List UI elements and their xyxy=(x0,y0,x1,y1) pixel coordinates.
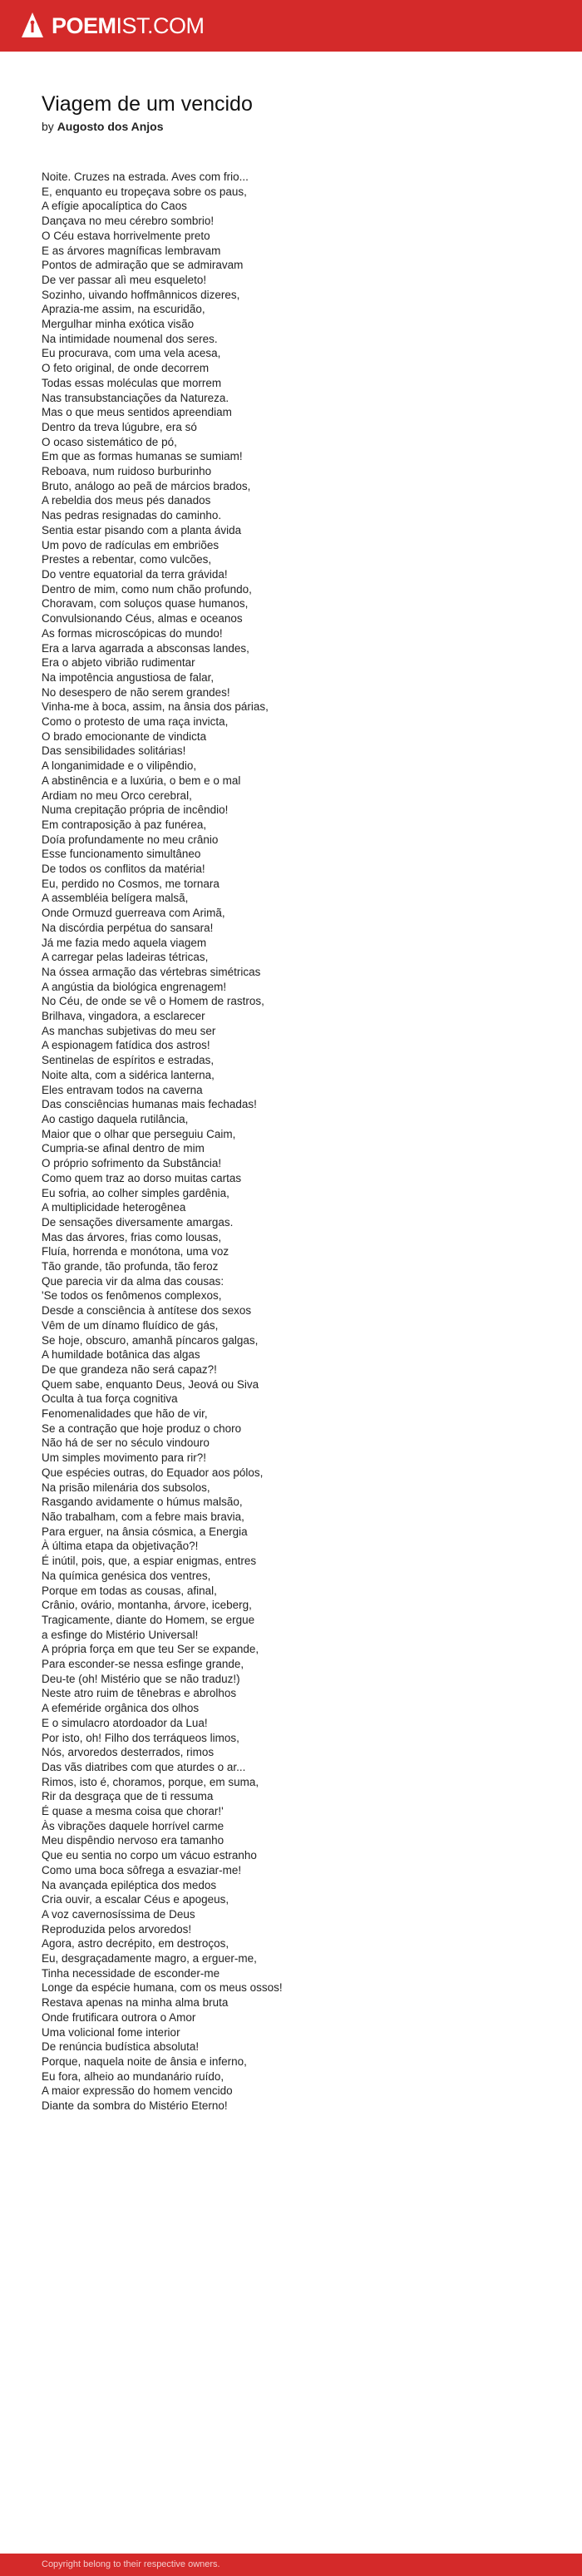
poem-line: Um povo de radículas em embriões xyxy=(42,538,219,551)
poem-line: A longanimidade e o vilipêndio, xyxy=(42,759,197,773)
poem-line: Para esconder-se nessa esfinge grande, xyxy=(42,1658,244,1671)
poem-line: Todas essas moléculas que morrem xyxy=(42,376,222,389)
poem-line: Cria ouvir, a escalar Céus e apogeus, xyxy=(42,1893,229,1906)
poem-line: Sozinho, uivando hoffmânnicos dizeres, xyxy=(42,288,240,301)
poem-line: Aprazia-me assim, na escuridão, xyxy=(42,303,205,316)
poem-line: Dentro de mim, como num chão profundo, xyxy=(42,582,252,596)
poem-line: À última etapa da objetivação?! xyxy=(42,1540,199,1553)
poem-line: Na avançada epiléptica dos medos xyxy=(42,1878,217,1891)
poem-line: Reboava, num ruidoso burburinho xyxy=(42,465,212,478)
poem-line: As manchas subjetivas do meu ser xyxy=(42,1024,216,1037)
poem-line: A assembléia belígera malsã, xyxy=(42,892,189,905)
poem-line: O brado emocionante de vindicta xyxy=(42,729,207,743)
poem-line: Tragicamente, diante do Homem, se ergue xyxy=(42,1613,255,1626)
poem-line: Nós, arvoredos desterrados, rimos xyxy=(42,1746,215,1759)
site-logo[interactable] xyxy=(52,12,205,39)
poem-line: E as árvores magníficas lembravam xyxy=(42,244,221,257)
poem-line: Na discórdia perpétua do sansara! xyxy=(42,921,214,934)
poem-line: É quase a mesma coisa que chorar!' xyxy=(42,1805,224,1818)
poem-line: Que espécies outras, do Equador aos pólos, xyxy=(42,1466,264,1479)
poem-line: As formas microscópicas do mundo! xyxy=(42,626,223,640)
poem-line: De ver passar alì meu esqueleto! xyxy=(42,273,207,286)
poem-line: Restava apenas na minha alma bruta xyxy=(42,1996,229,2010)
poem-line: Eu fora, alheio ao mundanário ruído, xyxy=(42,2069,224,2083)
poem-line: De todos os conflitos da matéria! xyxy=(42,863,205,876)
poem-line: Ao castigo daquela rutilância, xyxy=(42,1113,189,1125)
poem-line: Oculta à tua força cognitiva xyxy=(42,1392,178,1406)
poem-line: Vêm de um dínamo fluídico de gás, xyxy=(42,1318,219,1332)
logo-text-bold: POEM xyxy=(52,13,116,38)
poem-line: Ardiam no meu Orco cerebral, xyxy=(42,789,192,802)
site-header xyxy=(0,0,582,52)
byline-prefix: by xyxy=(42,120,54,133)
poem-line: Rir da desgraça que de ti ressuma xyxy=(42,1790,214,1803)
poem-line: De sensações diversamente amargas. xyxy=(42,1215,234,1229)
poem-line: Que eu sentia no corpo um vácuo estranho xyxy=(42,1849,257,1862)
poem-line: 'Se todos os fenômenos complexos, xyxy=(42,1289,222,1303)
author-name[interactable]: Augosto dos Anjos xyxy=(57,120,164,133)
poem-line: O próprio sofrimento da Substância! xyxy=(42,1157,222,1170)
poem-line: Era o abjeto vibrião rudimentar xyxy=(42,656,195,670)
poem-line: Para erguer, na ânsia cósmica, a Energia xyxy=(42,1525,248,1538)
poem-line: Na óssea armação das vértebras simétricas xyxy=(42,965,261,978)
poem-line: A rebeldia dos meus pés danados xyxy=(42,494,211,507)
poem-line: Tinha necessidade de esconder-me xyxy=(42,1966,220,1980)
poem-line: Deu-te (oh! Mistério que se não traduz!) xyxy=(42,1672,240,1685)
poem-line: Numa crepitação própria de incêndio! xyxy=(42,803,229,817)
poem-line: Neste atro ruim de tênebras e abrolhos xyxy=(42,1687,237,1700)
poem-line: E o simulacro atordoador da Lua! xyxy=(42,1716,208,1729)
poem-line: Como quem traz ao dorso muitas cartas xyxy=(42,1171,242,1184)
poem-line: Pontos de admiração que se admiravam xyxy=(42,259,244,272)
poem-line: Que parecia vir da alma das cousas: xyxy=(42,1274,224,1288)
poem-line: Mergulhar minha exótica visão xyxy=(42,318,195,331)
poem-line: Maior que o olhar que perseguiu Caim, xyxy=(42,1127,236,1140)
copyright-notice: Copyright belong to their respective owners. xyxy=(42,2559,220,2569)
poem-line: No Céu, de onde se vê o Homem de rastros, xyxy=(42,995,264,1008)
poem-line: A própria força em que teu Ser se expande, xyxy=(42,1643,259,1656)
poem-line: Na impotência angustiosa de falar, xyxy=(42,670,215,684)
poem-line: De que grandeza não será capaz?! xyxy=(42,1362,217,1376)
poem-line: Desde a consciência à antítese dos sexos xyxy=(42,1304,252,1318)
poem-line: a esfinge do Mistério Universal! xyxy=(42,1628,199,1641)
poem-line: Dançava no meu cérebro sombrio! xyxy=(42,215,215,228)
poem-line: Rasgando avidamente o húmus malsão, xyxy=(42,1496,243,1509)
poem-line: Fluía, horrenda e monótona, uma voz xyxy=(42,1245,229,1258)
poem-line: Eu procurava, com uma vela acesa, xyxy=(42,347,221,360)
poem-line: Como uma boca sôfrega a esvaziar-me! xyxy=(42,1863,242,1876)
logo-text-thin: IST.COM xyxy=(116,13,205,38)
poem-line: Na intimidade noumenal dos seres. xyxy=(42,332,218,345)
site-footer xyxy=(0,2554,582,2576)
poem-line: Eu, perdido no Cosmos, me tornara xyxy=(42,877,219,890)
poem-content xyxy=(42,91,540,2114)
poem-line: Em que as formas humanas se sumiam! xyxy=(42,450,243,463)
poem-line: Eu sofria, ao colher simples gardênia, xyxy=(42,1186,229,1199)
poem-line: Dentro da treva lúgubre, era só xyxy=(42,420,197,433)
poem-line: Era a larva agarrada a absconsas landes, xyxy=(42,641,249,655)
poem-line: Uma volicional fome interior xyxy=(42,2025,180,2039)
poem-line: Diante da sombra do Mistério Eterno! xyxy=(42,2099,228,2113)
poem-line: A angústia da biológica engrenagem! xyxy=(42,980,227,993)
poem-line: É inútil, pois, que, a espiar enigmas, entres xyxy=(42,1555,257,1568)
poem-line: No desespero de não serem grandes! xyxy=(42,685,230,699)
poem-line: Brilhava, vingadora, a esclarecer xyxy=(42,1010,205,1023)
poem-line: Não há de ser no século vindouro xyxy=(42,1436,210,1450)
poem-line: Tão grande, tão profunda, tão feroz xyxy=(42,1260,219,1273)
poem-line: Se hoje, obscuro, amanhã píncaros galgas, xyxy=(42,1333,259,1347)
poem-line: Na química genésica dos ventres, xyxy=(42,1569,211,1582)
byline xyxy=(42,118,540,135)
poem-line: Crânio, ovário, montanha, árvore, iceberg, xyxy=(42,1599,252,1612)
poem-line: Doía profundamente no meu crânio xyxy=(42,833,219,846)
poem-line: Mas o que meus sentidos apreendiam xyxy=(42,406,232,419)
poem-line: Fenomenalidades que hão de vir, xyxy=(42,1407,208,1421)
poem-line: Por isto, oh! Filho dos terráqueos limos, xyxy=(42,1731,239,1744)
poem-line: Não trabalham, com a febre mais bravia, xyxy=(42,1510,244,1523)
poem-line: Cumpria-se afinal dentro de mim xyxy=(42,1142,205,1155)
poem-line: Das sensibilidades solitárias! xyxy=(42,744,186,758)
poem-line: Sentia estar pisando com a planta ávida xyxy=(42,523,242,536)
poem-body xyxy=(42,170,540,2114)
poem-line: Quem sabe, enquanto Deus, Jeová ou Siva xyxy=(42,1377,259,1391)
poem-line: Rimos, isto é, choramos, porque, em suma, xyxy=(42,1775,259,1788)
poem-line: Choravam, com soluços quase humanos, xyxy=(42,597,249,611)
poem-line: Longe da espécie humana, com os meus ossos! xyxy=(42,1981,283,1995)
poem-line: Eles entravam todos na caverna xyxy=(42,1083,203,1096)
poem-line: Mas das árvores, frias como lousas, xyxy=(42,1230,222,1244)
poem-line: Reproduzida pelos arvoredos! xyxy=(42,1922,192,1936)
poem-line: Meu dispêndio nervoso era tamanho xyxy=(42,1834,224,1847)
poem-line: Um simples movimento para rir?! xyxy=(42,1451,207,1465)
poem-line: Do ventre equatorial da terra grávida! xyxy=(42,567,228,581)
poem-line: A abstinência e a luxúria, o bem e o mal xyxy=(42,774,241,787)
poem-line: Vinha-me à boca, assim, na ânsia dos párias, xyxy=(42,700,269,714)
poem-line: Eu, desgraçadamente magro, a erguer-me, xyxy=(42,1952,257,1965)
poem-line: O feto original, de onde decorrem xyxy=(42,362,210,375)
poem-line: Agora, astro decrépito, em destroços, xyxy=(42,1937,229,1951)
poem-line: Nas pedras resignadas do caminho. xyxy=(42,509,222,522)
poem-line: Porque, naquela noite de ânsia e inferno, xyxy=(42,2055,247,2068)
poem-line: Na prisão milenária dos subsolos, xyxy=(42,1481,210,1494)
poem-line: Bruto, análogo ao peã de márcios brados, xyxy=(42,479,251,492)
poem-line: Sentinelas de espíritos e estradas, xyxy=(42,1054,215,1067)
poem-line: Em contraposição à paz funérea, xyxy=(42,818,207,831)
poem-title: Viagem de um vencido xyxy=(42,92,253,116)
poem-line: Convulsionando Céus, almas e oceanos xyxy=(42,612,243,625)
poem-line: Se a contração que hoje produz o choro xyxy=(42,1421,242,1435)
poem-line: A multiplicidade heterogênea xyxy=(42,1201,186,1214)
poem-line: Às vibrações daquele horrível carme xyxy=(42,1819,224,1832)
poem-line: A espionagem fatídica dos astros! xyxy=(42,1039,210,1052)
poem-line: A voz cavernosíssima de Deus xyxy=(42,1907,195,1921)
poem-line: Nas transubstanciações da Natureza. xyxy=(42,391,229,404)
poem-line: Onde Ormuzd guerreava com Arimã, xyxy=(42,907,225,920)
poem-line: Noite. Cruzes na estrada. Aves com frio... xyxy=(42,171,249,183)
poem-line: Das consciências humanas mais fechadas! xyxy=(42,1098,257,1111)
poem-line: Já me fazia medo aquela viagem xyxy=(42,936,207,949)
poem-line: A carregar pelas ladeiras tétricas, xyxy=(42,951,209,964)
poem-line: Das vãs diatribes com que aturdes o ar... xyxy=(42,1760,246,1773)
poem-line: Porque em todas as cousas, afinal, xyxy=(42,1584,217,1597)
poem-line: O Céu estava horrivelmente preto xyxy=(42,229,210,242)
poem-line: Esse funcionamento simultâneo xyxy=(42,848,201,861)
poem-line: O ocaso sistemático de pó, xyxy=(42,435,177,448)
poem-line: Como o protesto de uma raça invicta, xyxy=(42,715,229,729)
poem-line: Prestes a rebentar, como vulcões, xyxy=(42,553,212,566)
poem-line: E, enquanto eu tropeçava sobre os paus, xyxy=(42,185,247,198)
poem-line: A maior expressão do homem vencido xyxy=(42,2084,233,2098)
poem-line: A efeméride orgânica dos olhos xyxy=(42,1702,200,1715)
poem-line: De renúncia budística absoluta! xyxy=(42,2040,200,2054)
poem-line: Onde frutificara outrora o Amor xyxy=(42,2010,196,2024)
poem-line: Noite alta, com a sidérica lanterna, xyxy=(42,1068,215,1081)
quill-nib-icon[interactable] xyxy=(20,12,45,40)
poem-line: A humildade botânica das algas xyxy=(42,1348,200,1362)
poem-line: A efígie apocalíptica do Caos xyxy=(42,200,187,213)
